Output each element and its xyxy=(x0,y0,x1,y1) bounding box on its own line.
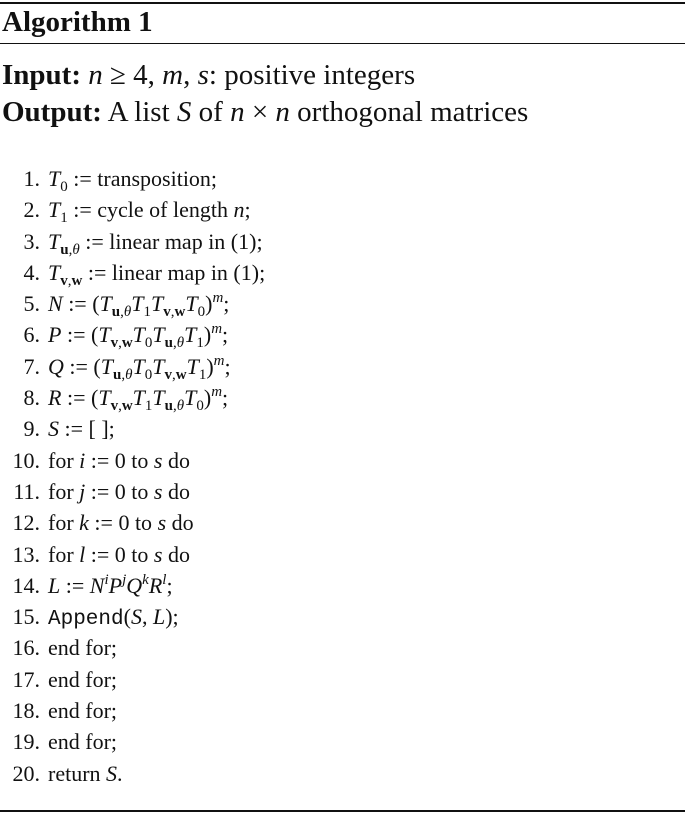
algorithm-title: Algorithm 1 xyxy=(2,6,153,38)
input-text: n ≥ 4, m, s: positive integers xyxy=(88,59,416,91)
step-text: for i := 0 to s do xyxy=(48,447,190,473)
algorithm-steps xyxy=(0,163,266,789)
step-line xyxy=(0,319,229,352)
step-line xyxy=(0,288,230,321)
step-text: return S. xyxy=(48,760,123,786)
step-number: 8. xyxy=(23,385,40,411)
step-line xyxy=(0,445,190,476)
step-text: Q := $(T_{u,\theta}T_0T_{v,w}T_1)^m$; xyxy=(48,352,231,383)
step-text: P := $(T_{v,w}T_0T_{u,\theta}T_1)^m$; xyxy=(48,321,229,352)
step-number: 9. xyxy=(23,416,40,442)
step-number: 17. xyxy=(12,666,40,692)
step-number: 7. xyxy=(23,353,40,379)
step-number: 16. xyxy=(12,635,40,661)
step-text: for l := 0 to s do xyxy=(48,541,190,567)
step-text: $T_{u,\theta}$ := linear map in (1); xyxy=(48,228,263,258)
step-number: 5. xyxy=(23,291,40,317)
step-line xyxy=(0,507,194,538)
bottom-rule xyxy=(0,810,685,812)
step-number: 19. xyxy=(12,729,40,755)
step-line xyxy=(0,413,115,444)
step-number: 10. xyxy=(12,447,40,473)
step-text: for k := 0 to s do xyxy=(48,510,194,536)
step-line xyxy=(0,601,179,632)
step-line xyxy=(0,726,118,757)
step-number: 11. xyxy=(13,478,40,504)
step-text: $T_1$ := cycle of length n; xyxy=(48,197,251,227)
step-text: end for; xyxy=(48,635,118,661)
step-text: $T_{v,w}$ := linear map in (1); xyxy=(48,259,266,289)
step-number: 18. xyxy=(12,698,40,724)
step-line xyxy=(0,570,173,601)
step-line xyxy=(0,257,266,289)
title-rule xyxy=(0,43,685,44)
output-line xyxy=(2,93,528,131)
step-text: S := [ ]; xyxy=(48,416,115,442)
step-number: 4. xyxy=(23,259,40,285)
step-text: end for; xyxy=(48,729,118,755)
step-text: R := $(T_{v,w}T_1T_{u,\theta}T_0)^m$; xyxy=(48,384,229,415)
step-text: for j := 0 to s do xyxy=(48,478,190,504)
step-line xyxy=(0,382,229,415)
step-number: 14. xyxy=(12,572,40,598)
output-text: A list S of n × n orthogonal matrices xyxy=(107,96,529,128)
input-label: Input: xyxy=(2,59,81,91)
input-line xyxy=(2,56,415,94)
step-line xyxy=(0,539,190,570)
step-line xyxy=(0,194,251,227)
step-number: 12. xyxy=(12,510,40,536)
step-line xyxy=(0,664,118,695)
step-line xyxy=(0,476,190,507)
step-line xyxy=(0,758,123,789)
step-line xyxy=(0,163,218,195)
step-line xyxy=(0,351,231,383)
step-number: 20. xyxy=(12,760,40,786)
step-text: L := $N^iP^jQ^kR^l$; xyxy=(48,571,173,598)
step-text: $T_0$ := transposition; xyxy=(48,166,218,195)
step-line xyxy=(0,632,118,663)
step-number: 13. xyxy=(12,541,40,567)
step-number: 6. xyxy=(23,322,40,348)
step-text: Append(S, L); xyxy=(48,604,179,632)
step-line xyxy=(0,695,118,726)
step-number: 3. xyxy=(23,228,40,254)
step-text: N := $(T_{u,\theta}T_1T_{v,w}T_0)^m$; xyxy=(48,290,230,321)
step-text: end for; xyxy=(48,666,118,692)
step-text: end for; xyxy=(48,698,118,724)
step-number: 2. xyxy=(23,197,40,223)
output-label: Output: xyxy=(2,96,102,128)
step-line xyxy=(0,226,263,258)
step-number: 1. xyxy=(23,166,40,191)
step-number: 15. xyxy=(12,604,40,630)
